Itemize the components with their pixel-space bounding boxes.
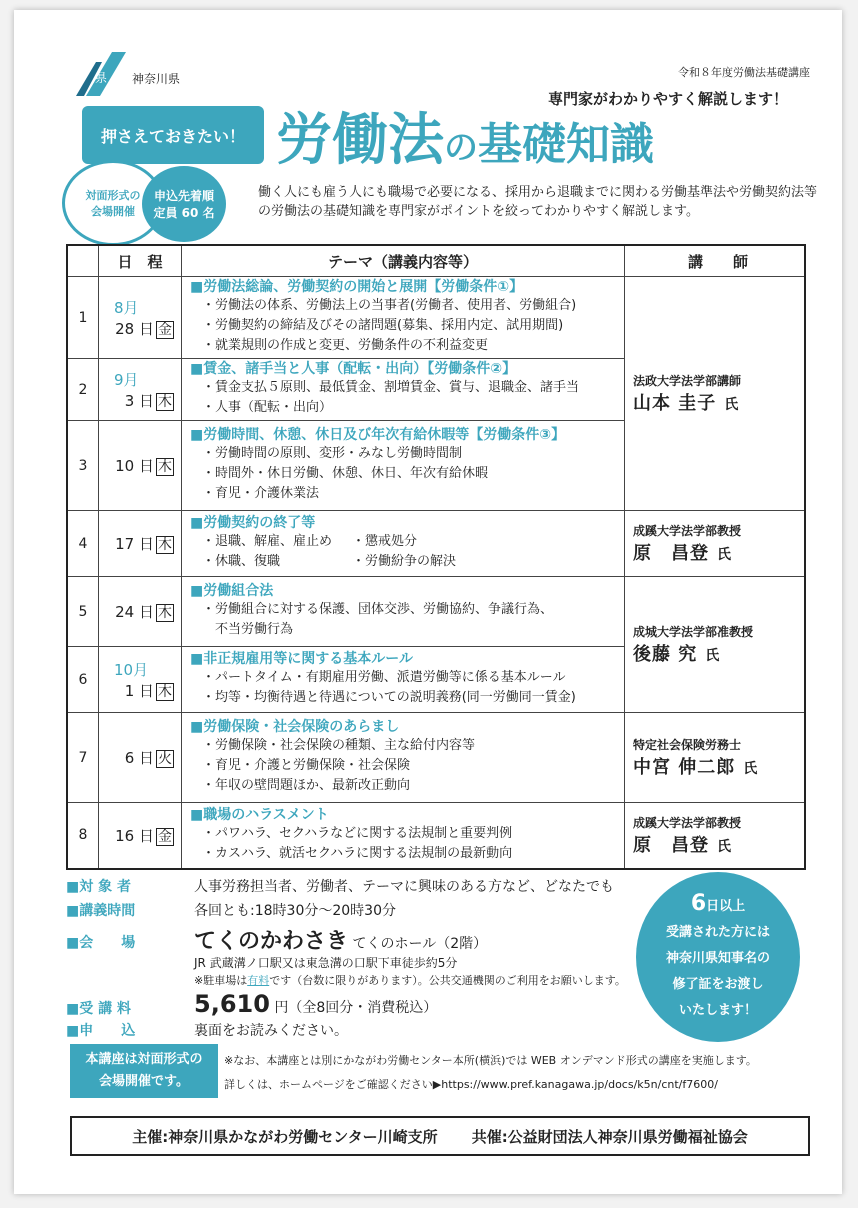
- lecturer-name: [633, 831, 803, 857]
- lecture-point: ・育児・介護休業法: [202, 486, 320, 501]
- weekday-box: 木: [158, 393, 172, 410]
- lecture-point: ・退職、解雇、雇止め: [202, 534, 333, 549]
- lecture-title: ■労働時間、休憩、休日及び年次有給休暇等【労働条件③】: [190, 427, 566, 443]
- lecture-title: ■労働保険・社会保険のあらまし: [190, 719, 400, 735]
- weekday-box: 木: [158, 683, 172, 700]
- lecturer-cell: [625, 577, 806, 713]
- lecturer-name: [633, 640, 803, 666]
- table-header-row: [67, 245, 805, 277]
- row-date: [99, 511, 182, 577]
- certificate-badge: [636, 872, 800, 1042]
- time-value: 各回とも:18時30分～20時30分: [194, 903, 396, 919]
- row-no: 1: [67, 277, 99, 359]
- row-month: 9月: [114, 370, 139, 389]
- header-lecturer: 講 師: [625, 245, 806, 277]
- lecture-point: ・休職、復職: [202, 554, 281, 569]
- target-value: 人事労務担当者、労働者、テーマに興味のある方など、どなたでも: [194, 879, 614, 895]
- lecture-point: ・懲戒処分: [352, 534, 418, 549]
- lecturer-name-text: 原 昌登: [633, 834, 709, 856]
- detail-pre: 詳しくは、ホームページをご確認ください▶: [224, 1078, 442, 1091]
- lecture-title: ■賃金、諸手当と人事（配転・出向）【労働条件②】: [190, 361, 517, 377]
- lecturer-name-text: 山本 圭子: [633, 393, 717, 414]
- venue-label: ■会 場: [66, 935, 136, 951]
- row-no: 4: [67, 511, 99, 577]
- lecture-point-pair: [190, 532, 624, 552]
- lecturer-cell: [625, 713, 806, 803]
- header-date: 日 程: [99, 245, 182, 277]
- parking-note: [194, 972, 626, 988]
- flyer-page: [14, 10, 842, 1194]
- weekday-box: 木: [158, 459, 172, 475]
- day-number: 17 日: [115, 535, 154, 553]
- lecture-point: ・均等・均衡待遇と待遇についての説明義務(同一労働同一賃金): [202, 690, 576, 705]
- badge-num-suffix: 日以上: [706, 898, 746, 914]
- lecture-point: ・労働保険・社会保険の種類、主な給付内容等: [202, 738, 476, 753]
- lecture-point: ・就業規則の作成と変更、労働条件の不利益変更: [202, 338, 489, 353]
- fee-sub: 円（全8回分・消費税込）: [274, 1000, 438, 1016]
- series-title: 令和８年度労働法基礎講座: [678, 66, 810, 79]
- lecturer-honorific: 氏: [717, 838, 732, 855]
- lecture-point: ・人事（配転・出向）: [202, 400, 333, 415]
- lecturer-name-text: 原 昌登: [633, 543, 709, 564]
- lecturer-affiliation: 特定社会保険労務士: [633, 738, 742, 752]
- row-no: 6: [67, 647, 99, 713]
- lecture-point: ・労働契約の締結及びその諸問題(募集、採用内定、試用期間): [202, 318, 564, 333]
- lecturer-cell: [625, 803, 806, 869]
- target-label: ■対 象 者: [66, 879, 131, 895]
- circle2-line2: 定員 60 名: [153, 206, 215, 220]
- detail-note: [224, 1076, 824, 1092]
- row-no: 8: [67, 803, 99, 869]
- header-no: [67, 245, 99, 277]
- row-date: [99, 359, 182, 421]
- row-day: [100, 318, 180, 339]
- lecturer-honorific: 氏: [717, 547, 732, 563]
- parking-paid-link[interactable]: 有料: [247, 974, 270, 987]
- row-month: 8月: [114, 298, 139, 317]
- apply-value: 裏面をお読みください。: [194, 1023, 348, 1039]
- prefecture-name: 神奈川県: [132, 72, 181, 86]
- weekday-box: 火: [158, 751, 172, 767]
- day-number: 28 日: [115, 319, 154, 338]
- lecturer-cell: [625, 511, 806, 577]
- day-number: 24 日: [115, 603, 154, 621]
- row-day: [100, 825, 180, 846]
- subheading: 専門家がわかりやすく解説します！: [547, 90, 788, 108]
- table-row: [67, 277, 805, 359]
- lecture-point: ・パートタイム・有期雇用労働、派遣労働等に係る基本ルール: [202, 670, 566, 685]
- onsite-notice-box: [70, 1044, 218, 1098]
- weekday-box: 木: [158, 605, 172, 621]
- lecture-point: ・カスハラ、就活セクハラに関する法規制の最新動向: [202, 845, 513, 861]
- header-theme: テーマ（講義内容等）: [182, 245, 625, 277]
- lecture-point: ・労働組合に対する保護、団体交渉、労働協約、争議行為、: [202, 602, 554, 617]
- badge-line: 修了証をお渡し: [672, 976, 764, 992]
- day-number: 6 日: [124, 749, 154, 767]
- intro-text: 働く人にも雇う人にも職場で必要になる、採用から退職までに関わる労働基準法や労働契約法等の労働法の基礎知識を専門家がポイントを絞ってわかりやすく解説します。: [258, 185, 818, 219]
- title-part-b: の: [444, 128, 478, 168]
- row-theme: [182, 421, 625, 511]
- row-day: [100, 390, 180, 411]
- venue-value: [194, 924, 487, 955]
- fee-main: 5,610: [194, 990, 270, 1018]
- row-no: 5: [67, 577, 99, 647]
- row-no: 7: [67, 713, 99, 803]
- lecturer-affiliation: 成蹊大学法学部教授: [633, 815, 742, 830]
- badge-line: いたします！: [678, 1002, 757, 1018]
- main-title: [276, 96, 654, 176]
- circle1-line2: 会場開催: [91, 205, 135, 218]
- lecturer-name-text: 中宮 伸二郎: [633, 757, 736, 778]
- lecture-title: ■労働契約の終了等: [190, 515, 316, 531]
- row-date: [99, 577, 182, 647]
- parking-post: です（台数に限りがあります）。公共交通機関のご利用をお願いします。: [269, 974, 626, 987]
- detail-url-link[interactable]: https://www.pref.kanagawa.jp/docs/k5n/cnt/f7600/: [441, 1078, 718, 1091]
- lecturer-name: [633, 539, 803, 565]
- lecturer-honorific: 氏: [743, 761, 759, 777]
- lecturer-name: [633, 389, 803, 415]
- lecturer-cell: [625, 277, 806, 511]
- cohost-org: 共催:公益財団法人神奈川県労働福祉協会: [471, 1127, 748, 1146]
- lecture-point: ・パワハラ、セクハラなどに関する法規制と重要判例: [202, 825, 513, 841]
- table-row: [67, 803, 805, 869]
- row-no: 2: [67, 359, 99, 421]
- badge-line: 受講された方には: [665, 924, 770, 940]
- lecture-title: ■非正規雇用等に関する基本ルール: [190, 651, 413, 667]
- row-theme: [182, 803, 625, 869]
- catch-banner: 押さえておきたい！: [82, 106, 264, 164]
- row-theme: [182, 359, 625, 421]
- title-part-a: 労働法: [276, 108, 444, 173]
- row-date: [99, 713, 182, 803]
- row-date: [99, 647, 182, 713]
- host-org: 主催:神奈川県かながわ労働センター川崎支所: [132, 1127, 438, 1146]
- row-theme: [182, 511, 625, 577]
- onsite-line: 会場開催です。: [99, 1074, 189, 1089]
- row-theme: [182, 577, 625, 647]
- kanagawa-logo-icon: [76, 52, 126, 96]
- badge-num: 6: [690, 890, 707, 916]
- table-row: [67, 511, 805, 577]
- table-row: [67, 713, 805, 803]
- row-day: [100, 747, 180, 768]
- day-number: 16 日: [115, 826, 154, 845]
- lecture-title: ■労働法総論、労働契約の開始と展開【労働条件①】: [190, 279, 524, 295]
- capacity-circle: [142, 166, 226, 242]
- circle1-line1: 対面形式の: [85, 189, 141, 202]
- lecturer-name-text: 後藤 究: [633, 644, 698, 665]
- schedule-table: [66, 244, 806, 870]
- lecturer-affiliation: 成蹊大学法学部教授: [633, 524, 742, 538]
- lecture-point: ・賃金支払５原則、最低賃金、割増賃金、賞与、退職金、諸手当: [202, 380, 580, 395]
- venue-main: てくのかわさき: [194, 929, 349, 954]
- row-date: [99, 803, 182, 869]
- table-row: [67, 577, 805, 647]
- circle2-line1: 申込先着順: [153, 189, 214, 203]
- title-part-c: 基礎知識: [478, 119, 654, 170]
- fee-value: [194, 990, 437, 1018]
- time-label: ■講義時間: [66, 903, 136, 919]
- row-day: [100, 455, 180, 476]
- footer-box: [70, 1116, 810, 1156]
- day-number: 3 日: [124, 391, 154, 410]
- svg-text:県: 県: [94, 71, 108, 85]
- fee-label: ■受 講 料: [66, 1001, 131, 1017]
- lecture-point: ・労働法の体系、労働法上の当事者(労働者、使用者、労働組合): [202, 298, 577, 313]
- lecture-point: ・時間外・休日労働、休憩、休日、年次有給休暇: [202, 466, 489, 481]
- lecture-point-pair: [190, 552, 624, 572]
- weekday-box: 金: [158, 828, 172, 845]
- row-day: [100, 680, 180, 701]
- onsite-line: 本講座は対面形式の: [85, 1052, 203, 1067]
- day-number: 1 日: [124, 681, 154, 700]
- row-date: [99, 277, 182, 359]
- venue-access: JR 武蔵溝ノ口駅又は東急溝の口駅下車徒歩約5分: [194, 956, 458, 970]
- venue-sub: てくのホール（2階）: [352, 936, 488, 952]
- web-note: ※なお、本講座とは別にかながわ労働センター本所(横浜)では WEB オンデマンド形式の講座を実施します。: [224, 1054, 757, 1067]
- lecture-point: ・育児・介護と労働保険・社会保険: [202, 758, 411, 773]
- lecturer-honorific: 氏: [705, 648, 721, 664]
- lecture-point: ・年収の壁問題ほか、最新改正動向: [202, 778, 411, 793]
- lecture-title: ■職場のハラスメント: [190, 806, 329, 823]
- lecture-point: ・労働紛争の解決: [352, 554, 457, 569]
- lecture-title: ■労働組合法: [190, 583, 274, 599]
- parking-pre: ※駐車場は: [194, 974, 248, 987]
- lecturer-honorific: 氏: [724, 397, 740, 413]
- lecturer-name: [633, 753, 803, 779]
- row-day: [100, 601, 180, 622]
- row-theme: [182, 277, 625, 359]
- row-day: [100, 533, 180, 554]
- lecture-point: 不当労働行為: [202, 622, 294, 637]
- badge-line: 神奈川県知事名の: [665, 950, 770, 966]
- lecturer-affiliation: 法政大学法学部講師: [633, 374, 742, 388]
- weekday-box: 金: [158, 321, 172, 338]
- weekday-box: 木: [158, 537, 172, 553]
- row-theme: [182, 647, 625, 713]
- row-date: [99, 421, 182, 511]
- row-month: 10月: [114, 660, 149, 679]
- day-number: 10 日: [115, 457, 154, 475]
- badge-days: [636, 891, 800, 920]
- lecture-point: ・労働時間の原則、変形・みなし労働時間制: [202, 446, 463, 461]
- lecturer-affiliation: 成城大学法学部准教授: [633, 625, 754, 639]
- apply-label: ■申 込: [66, 1023, 136, 1039]
- row-theme: [182, 713, 625, 803]
- row-no: 3: [67, 421, 99, 511]
